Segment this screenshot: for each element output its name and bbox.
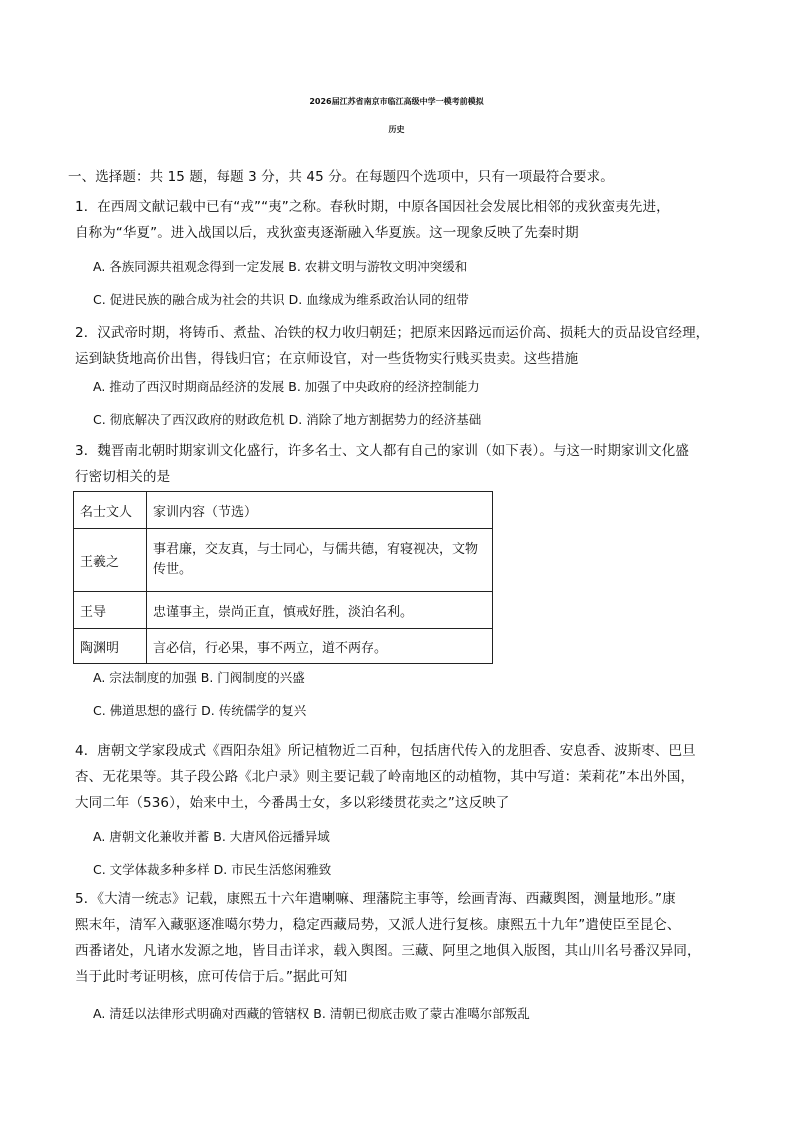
table-header-cell: 名士文人 [74, 492, 147, 529]
table-row [74, 629, 493, 664]
option-d: D. 市民生活悠闲雅致 [213, 862, 332, 877]
option-a: A. 推动了西汉时期商品经济的发展 [93, 379, 285, 394]
option-row [93, 290, 469, 308]
option-row [93, 257, 467, 275]
question-text-line: 4．唐朝文学家段成式《酉阳杂俎》所记植物近二百种，包括唐代传入的龙胆香、安息香、波斯枣、巴旦 [75, 743, 696, 759]
question-text-line: 熙末年，清军入藏驱逐准噶尔势力，稳定西藏局势，又派人进行复核。康熙五十九年”遣使臣至昆仑、 [75, 917, 681, 933]
question-text-line: 大同二年（536），始来中土，今番禺士女，多以彩缕贯花卖之”这反映了 [75, 795, 510, 811]
question-text-line: 2．汉武帝时期，将铸币、煮盐、冶铁的权力收归朝廷；把原来因路远而运价高、损耗大的贡品设官经理， [75, 325, 710, 341]
table-cell-name: 陶渊明 [74, 629, 147, 664]
option-a: A. 宗法制度的加强 [93, 670, 197, 685]
option-b: B. 大唐风俗远播异域 [213, 829, 330, 844]
question-text-line: 当于此时考证明核，庶可传信于后。”据此可知 [75, 969, 348, 985]
exam-title: 2026届江苏省南京市临江高级中学一模考前模拟 [309, 97, 484, 106]
family-instruction-table [73, 491, 493, 664]
option-a: A. 各族同源共祖观念得到一定发展 [93, 259, 285, 274]
table-cell-name: 王导 [74, 592, 147, 629]
question-text-line: 3．魏晋南北朝时期家训文化盛行，许多名士、文人都有自己的家训（如下表）。与这一时期家训文化盛 [75, 443, 689, 459]
table-row [74, 529, 493, 592]
table-cell-name: 王羲之 [74, 529, 147, 592]
table-cell-content [147, 529, 493, 592]
section-heading: 一、选择题：共 15 题，每题 3 分，共 45 分。在每题四个选项中，只有一项最符合要求。 [68, 169, 614, 185]
question-text-line: 1．在西周文献记载中已有“戎”“夷”之称。春秋时期，中原各国因社会发展比相邻的戎狄蛮夷先进， [75, 199, 670, 215]
option-row [93, 827, 330, 845]
question-text-line: 运到缺货地高价出售，得钱归官；在京师设官，对一些货物实行贱买贵卖。这些措施 [75, 351, 579, 367]
option-c: C. 文学体裁多种多样 [93, 862, 210, 877]
question-text-line: 西番诸处，凡诸水发源之地，皆目击详求，载入舆图。三藏、阿里之地俱入版图，其山川名号番汉异同， [75, 943, 701, 959]
question-text-line: 行密切相关的是 [75, 469, 171, 485]
option-a: A. 唐朝文化兼收并蓄 [93, 829, 210, 844]
option-b: B. 清朝已彻底击败了蒙古准噶尔部叛乱 [313, 1006, 530, 1021]
table-row [74, 592, 493, 629]
table-header-cell: 家训内容（节选） [147, 492, 493, 529]
option-d: D. 传统儒学的复兴 [201, 703, 307, 718]
table-cell-text: 事君廉，交友真，与士同心，与儒共德，宥寝视决，文物传世。 [153, 542, 479, 577]
option-c: C. 促进民族的融合成为社会的共识 [93, 292, 285, 307]
option-b: B. 农耕文明与游牧文明冲突缓和 [288, 259, 468, 274]
option-row [93, 701, 306, 719]
option-d: D. 血缘成为维系政治认同的纽带 [288, 292, 469, 307]
option-row [93, 668, 305, 686]
question-text-line: 5．《大清一统志》记载，康熙五十六年遣喇嘛、理藩院主事等，绘画青海、西藏舆图，测量地形。”康 [75, 891, 676, 907]
option-row [93, 410, 481, 428]
option-row [93, 1004, 530, 1022]
table-cell-content: 忠谨事主，崇尚正直，慎戒好胜，淡泊名利。 [147, 592, 493, 629]
option-c: C. 佛道思想的盛行 [93, 703, 198, 718]
option-row [93, 377, 480, 395]
option-b: B. 加强了中央政府的经济控制能力 [288, 379, 480, 394]
option-d: D. 消除了地方割据势力的经济基础 [288, 412, 482, 427]
option-a: A. 清廷以法律形式明确对西藏的管辖权 [93, 1006, 310, 1021]
option-row [93, 860, 331, 878]
option-b: B. 门阀制度的兴盛 [200, 670, 305, 685]
question-text-line: 杏、无花果等。其子段公路《北户录》则主要记载了岭南地区的动植物，其中写道：茉莉花”本出外国， [75, 769, 695, 785]
exam-subject: 历史 [388, 125, 405, 134]
question-text-line: 自称为“华夏”。进入战国以后，戎狄蛮夷逐渐融入华夏族。这一现象反映了先秦时期 [75, 225, 579, 241]
option-c: C. 彻底解决了西汉政府的财政危机 [93, 412, 285, 427]
table-header-row [74, 492, 493, 529]
table-cell-content: 言必信，行必果，事不两立，道不两存。 [147, 629, 493, 664]
